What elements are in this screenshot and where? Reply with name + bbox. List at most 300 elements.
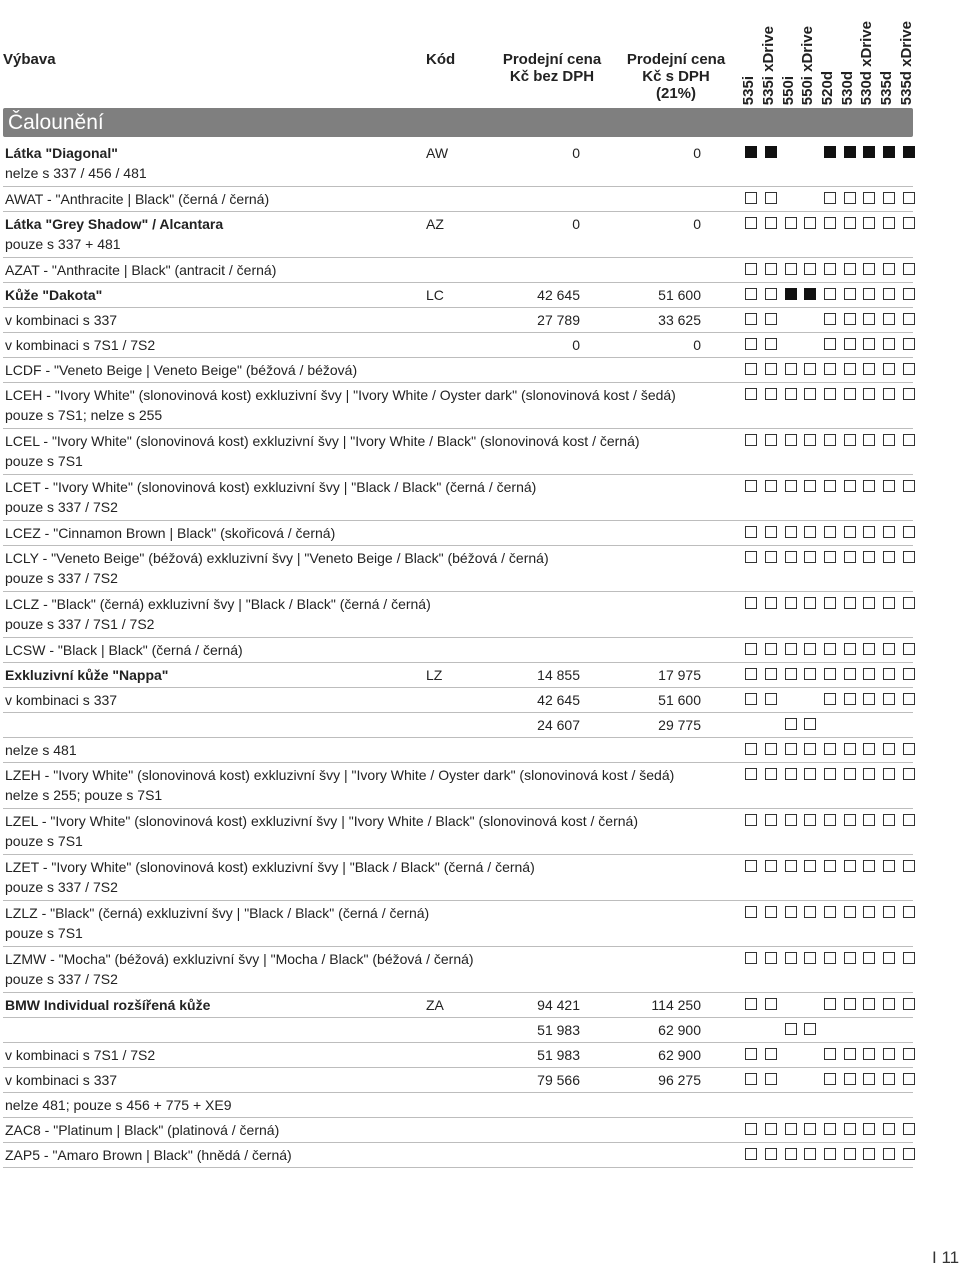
optional-equipment-icon xyxy=(883,192,895,204)
optional-equipment-icon xyxy=(903,288,915,300)
row-line xyxy=(3,475,913,499)
row-price-net: 51 983 xyxy=(537,1047,580,1063)
optional-equipment-icon xyxy=(903,434,915,446)
row-line xyxy=(3,1043,913,1067)
table-row xyxy=(3,1018,913,1043)
optional-equipment-icon xyxy=(765,814,777,826)
optional-equipment-icon xyxy=(844,906,856,918)
optional-equipment-icon xyxy=(844,338,856,350)
row-label: LZEL - "Ivory White" (slonovinová kost) exkluzivní švy | "Ivory White / Black" (slonovinová kost / černá) xyxy=(5,813,638,829)
optional-equipment-icon xyxy=(903,906,915,918)
standard-equipment-icon xyxy=(824,146,836,158)
row-price-gross: 0 xyxy=(693,216,701,232)
optional-equipment-icon xyxy=(785,217,797,229)
optional-equipment-icon xyxy=(824,952,836,964)
page-number: I 11 xyxy=(932,1248,960,1267)
row-line xyxy=(3,663,913,687)
row-label: LCLZ - "Black" (černá) exkluzivní švy | "Black / Black" (černá / černá) xyxy=(5,596,431,612)
optional-equipment-icon xyxy=(883,952,895,964)
optional-equipment-icon xyxy=(863,217,875,229)
optional-equipment-icon xyxy=(863,1048,875,1060)
optional-equipment-icon xyxy=(785,643,797,655)
table-row xyxy=(3,358,913,383)
optional-equipment-icon xyxy=(824,192,836,204)
row-price-net: 27 789 xyxy=(537,312,580,328)
table-row xyxy=(3,283,913,308)
table-row xyxy=(3,258,913,283)
table-row xyxy=(3,901,913,947)
optional-equipment-icon xyxy=(883,313,895,325)
optional-equipment-icon xyxy=(765,643,777,655)
optional-equipment-icon xyxy=(883,597,895,609)
optional-equipment-icon xyxy=(765,1123,777,1135)
optional-equipment-icon xyxy=(765,288,777,300)
optional-equipment-icon xyxy=(824,388,836,400)
row-label: v kombinaci s 337 xyxy=(5,312,118,328)
optional-equipment-icon xyxy=(765,1148,777,1160)
row-line xyxy=(3,1118,913,1142)
optional-equipment-icon xyxy=(903,388,915,400)
optional-equipment-icon xyxy=(745,1148,757,1160)
optional-equipment-icon xyxy=(863,480,875,492)
row-line xyxy=(3,1143,913,1167)
row-label: BMW Individual rozšířená kůže xyxy=(5,997,211,1013)
optional-equipment-icon xyxy=(844,388,856,400)
optional-equipment-icon xyxy=(903,860,915,872)
optional-equipment-icon xyxy=(824,1123,836,1135)
optional-equipment-icon xyxy=(785,718,797,730)
optional-equipment-icon xyxy=(765,906,777,918)
row-label: AZAT - "Anthracite | Black" (antracit / černá) xyxy=(5,262,277,278)
table-row xyxy=(3,809,913,855)
optional-equipment-icon xyxy=(745,1048,757,1060)
row-code: AW xyxy=(426,145,449,161)
optional-equipment-icon xyxy=(883,998,895,1010)
optional-equipment-icon xyxy=(844,597,856,609)
optional-equipment-icon xyxy=(824,1073,836,1085)
optional-equipment-icon xyxy=(804,768,816,780)
optional-equipment-icon xyxy=(785,906,797,918)
optional-equipment-icon xyxy=(745,288,757,300)
model-label-535d-xdrive: 535d xDrive xyxy=(898,20,915,105)
optional-equipment-icon xyxy=(804,814,816,826)
row-price-net: 0 xyxy=(572,216,580,232)
optional-equipment-icon xyxy=(745,768,757,780)
optional-equipment-icon xyxy=(844,1073,856,1085)
optional-equipment-icon xyxy=(785,263,797,275)
table-row xyxy=(3,546,913,592)
row-line xyxy=(3,521,913,545)
optional-equipment-icon xyxy=(883,363,895,375)
row-line xyxy=(3,546,913,570)
optional-equipment-icon xyxy=(903,597,915,609)
row-label: LCDF - "Veneto Beige | Veneto Beige" (béžová / béžová) xyxy=(5,362,358,378)
optional-equipment-icon xyxy=(745,906,757,918)
standard-equipment-icon xyxy=(765,146,777,158)
optional-equipment-icon xyxy=(824,313,836,325)
optional-equipment-icon xyxy=(903,551,915,563)
optional-equipment-icon xyxy=(903,743,915,755)
optional-equipment-icon xyxy=(903,1123,915,1135)
optional-equipment-icon xyxy=(804,388,816,400)
optional-equipment-icon xyxy=(745,1073,757,1085)
optional-equipment-icon xyxy=(863,434,875,446)
optional-equipment-icon xyxy=(824,526,836,538)
optional-equipment-icon xyxy=(765,1048,777,1060)
optional-equipment-icon xyxy=(883,388,895,400)
row-price-gross: 62 900 xyxy=(658,1022,701,1038)
row-code: LZ xyxy=(426,667,443,683)
row-line xyxy=(3,638,913,662)
table-row xyxy=(3,429,913,475)
optional-equipment-icon xyxy=(765,1073,777,1085)
row-note: pouze s 337 / 7S2 xyxy=(5,499,118,515)
optional-equipment-icon xyxy=(765,480,777,492)
optional-equipment-icon xyxy=(903,768,915,780)
optional-equipment-icon xyxy=(824,998,836,1010)
optional-equipment-icon xyxy=(883,288,895,300)
optional-equipment-icon xyxy=(883,1048,895,1060)
optional-equipment-icon xyxy=(844,263,856,275)
row-price-gross: 33 625 xyxy=(658,312,701,328)
optional-equipment-icon xyxy=(844,551,856,563)
optional-equipment-icon xyxy=(883,526,895,538)
section-title: Čalounění xyxy=(8,111,104,134)
optional-equipment-icon xyxy=(844,192,856,204)
table-row xyxy=(3,1143,913,1168)
optional-equipment-icon xyxy=(903,217,915,229)
optional-equipment-icon xyxy=(844,952,856,964)
row-price-net: 79 566 xyxy=(537,1072,580,1088)
row-label: Kůže "Dakota" xyxy=(5,287,103,303)
optional-equipment-icon xyxy=(844,526,856,538)
optional-equipment-icon xyxy=(745,217,757,229)
row-label: AWAT - "Anthracite | Black" (černá / černá) xyxy=(5,191,270,207)
table-row xyxy=(3,993,913,1018)
optional-equipment-icon xyxy=(844,693,856,705)
optional-equipment-icon xyxy=(903,1048,915,1060)
optional-equipment-icon xyxy=(785,743,797,755)
optional-equipment-icon xyxy=(804,906,816,918)
row-line xyxy=(3,308,913,332)
optional-equipment-icon xyxy=(844,1048,856,1060)
row-label: Exkluzivní kůže "Nappa" xyxy=(5,667,169,683)
row-note: pouze s 7S1 xyxy=(5,925,83,941)
row-note: pouze s 7S1 xyxy=(5,453,83,469)
row-line xyxy=(3,738,913,762)
optional-equipment-icon xyxy=(863,1073,875,1085)
optional-equipment-icon xyxy=(745,860,757,872)
table-row xyxy=(3,688,913,713)
optional-equipment-icon xyxy=(785,668,797,680)
row-note-line xyxy=(3,971,913,992)
optional-equipment-icon xyxy=(844,998,856,1010)
optional-equipment-icon xyxy=(903,643,915,655)
standard-equipment-icon xyxy=(745,146,757,158)
row-note-line xyxy=(3,879,913,900)
optional-equipment-icon xyxy=(883,906,895,918)
optional-equipment-icon xyxy=(804,217,816,229)
row-note: nelze s 337 / 456 / 481 xyxy=(5,165,147,181)
row-price-gross: 51 600 xyxy=(658,287,701,303)
optional-equipment-icon xyxy=(745,814,757,826)
optional-equipment-icon xyxy=(745,998,757,1010)
optional-equipment-icon xyxy=(824,434,836,446)
model-label-530d-xdrive: 530d xDrive xyxy=(858,20,875,105)
optional-equipment-icon xyxy=(883,1073,895,1085)
table-row xyxy=(3,855,913,901)
row-price-net: 14 855 xyxy=(537,667,580,683)
row-price-net: 0 xyxy=(572,145,580,161)
row-note: pouze s 337 / 7S2 xyxy=(5,971,118,987)
table-row xyxy=(3,663,913,688)
row-line xyxy=(3,383,913,407)
table-row xyxy=(3,1118,913,1143)
row-label: LCEH - "Ivory White" (slonovinová kost) exkluzivní švy | "Ivory White / Oyster dark" (slonovinová kost / šedá) xyxy=(5,387,676,403)
row-line xyxy=(3,258,913,282)
optional-equipment-icon xyxy=(804,743,816,755)
table-row xyxy=(3,521,913,546)
row-label: LZET - "Ivory White" (slonovinová kost) exkluzivní švy | "Black / Black" (černá / černá) xyxy=(5,859,535,875)
optional-equipment-icon xyxy=(804,860,816,872)
row-line xyxy=(3,212,913,236)
row-label: v kombinaci s 337 xyxy=(5,692,118,708)
col-header-price-gross: Prodejní cena Kč s DPH (21%) xyxy=(626,51,726,102)
row-label: v kombinaci s 7S1 / 7S2 xyxy=(5,1047,156,1063)
optional-equipment-icon xyxy=(883,768,895,780)
optional-equipment-icon xyxy=(844,480,856,492)
optional-equipment-icon xyxy=(745,643,757,655)
optional-equipment-icon xyxy=(745,526,757,538)
optional-equipment-icon xyxy=(785,434,797,446)
table-row xyxy=(3,383,913,429)
row-note-line xyxy=(3,616,913,637)
optional-equipment-icon xyxy=(765,952,777,964)
optional-equipment-icon xyxy=(863,814,875,826)
optional-equipment-icon xyxy=(745,363,757,375)
row-code: LC xyxy=(426,287,444,303)
optional-equipment-icon xyxy=(844,668,856,680)
optional-equipment-icon xyxy=(765,551,777,563)
optional-equipment-icon xyxy=(903,338,915,350)
table-row xyxy=(3,738,913,763)
optional-equipment-icon xyxy=(785,768,797,780)
row-line xyxy=(3,855,913,879)
optional-equipment-icon xyxy=(745,551,757,563)
optional-equipment-icon xyxy=(765,768,777,780)
row-label: LCEL - "Ivory White" (slonovinová kost) exkluzivní švy | "Ivory White / Black" (slonovinová kost / černá) xyxy=(5,433,640,449)
row-price-net: 24 607 xyxy=(537,717,580,733)
row-line xyxy=(3,358,913,382)
standard-equipment-icon xyxy=(804,288,816,300)
optional-equipment-icon xyxy=(824,480,836,492)
table-row xyxy=(3,1068,913,1093)
row-price-gross: 0 xyxy=(693,145,701,161)
row-price-gross: 62 900 xyxy=(658,1047,701,1063)
optional-equipment-icon xyxy=(765,263,777,275)
optional-equipment-icon xyxy=(903,263,915,275)
row-note-line xyxy=(3,453,913,474)
row-line xyxy=(3,283,913,307)
optional-equipment-icon xyxy=(824,217,836,229)
col-header-code: Kód xyxy=(426,51,456,68)
col-header-equipment: Výbava xyxy=(3,51,56,68)
optional-equipment-icon xyxy=(765,217,777,229)
optional-equipment-icon xyxy=(765,526,777,538)
optional-equipment-icon xyxy=(863,263,875,275)
optional-equipment-icon xyxy=(745,263,757,275)
row-line xyxy=(3,1093,913,1117)
col-header-price-net: Prodejní cena Kč bez DPH xyxy=(502,51,602,85)
row-price-gross: 114 250 xyxy=(651,997,701,1013)
row-code: AZ xyxy=(426,216,444,232)
optional-equipment-icon xyxy=(844,814,856,826)
optional-equipment-icon xyxy=(765,743,777,755)
optional-equipment-icon xyxy=(863,643,875,655)
optional-equipment-icon xyxy=(903,480,915,492)
optional-equipment-icon xyxy=(765,693,777,705)
optional-equipment-icon xyxy=(903,998,915,1010)
row-price-gross: 29 775 xyxy=(658,717,701,733)
model-label-550i-xdrive: 550i xDrive xyxy=(799,25,816,105)
optional-equipment-icon xyxy=(883,814,895,826)
optional-equipment-icon xyxy=(824,906,836,918)
optional-equipment-icon xyxy=(785,952,797,964)
optional-equipment-icon xyxy=(785,551,797,563)
row-price-net: 42 645 xyxy=(537,692,580,708)
optional-equipment-icon xyxy=(824,668,836,680)
optional-equipment-icon xyxy=(903,363,915,375)
optional-equipment-icon xyxy=(824,597,836,609)
table-row xyxy=(3,638,913,663)
optional-equipment-icon xyxy=(745,434,757,446)
table-row xyxy=(3,212,913,258)
optional-equipment-icon xyxy=(863,693,875,705)
row-line xyxy=(3,947,913,971)
optional-equipment-icon xyxy=(863,906,875,918)
model-label-520d: 520d xyxy=(819,70,836,105)
optional-equipment-icon xyxy=(745,338,757,350)
table-row xyxy=(3,333,913,358)
optional-equipment-icon xyxy=(785,480,797,492)
optional-equipment-icon xyxy=(804,434,816,446)
optional-equipment-icon xyxy=(863,313,875,325)
row-note: pouze s 337 / 7S2 xyxy=(5,570,118,586)
row-price-net: 94 421 xyxy=(537,997,580,1013)
model-label-550i: 550i xyxy=(780,75,797,105)
row-note: pouze s 7S1; nelze s 255 xyxy=(5,407,163,423)
optional-equipment-icon xyxy=(863,743,875,755)
row-note: nelze s 255; pouze s 7S1 xyxy=(5,787,163,803)
optional-equipment-icon xyxy=(745,480,757,492)
optional-equipment-icon xyxy=(824,338,836,350)
optional-equipment-icon xyxy=(804,1123,816,1135)
row-label: LCLY - "Veneto Beige" (béžová) exkluzivní švy | "Veneto Beige / Black" (béžová / černá) xyxy=(5,550,549,566)
row-note-line xyxy=(3,499,913,520)
optional-equipment-icon xyxy=(785,1148,797,1160)
optional-equipment-icon xyxy=(883,743,895,755)
table-row xyxy=(3,475,913,521)
row-line xyxy=(3,429,913,453)
row-note-line xyxy=(3,236,913,257)
optional-equipment-icon xyxy=(765,597,777,609)
standard-equipment-icon xyxy=(863,146,875,158)
optional-equipment-icon xyxy=(804,526,816,538)
model-label-535i-xdrive: 535i xDrive xyxy=(760,25,777,105)
optional-equipment-icon xyxy=(804,1023,816,1035)
row-line xyxy=(3,592,913,616)
optional-equipment-icon xyxy=(883,480,895,492)
row-label: LCEZ - "Cinnamon Brown | Black" (skořicová / černá) xyxy=(5,525,336,541)
optional-equipment-icon xyxy=(863,363,875,375)
row-line xyxy=(3,1068,913,1092)
optional-equipment-icon xyxy=(883,263,895,275)
optional-equipment-icon xyxy=(863,597,875,609)
optional-equipment-icon xyxy=(824,693,836,705)
row-label: LZMW - "Mocha" (béžová) exkluzivní švy | "Mocha / Black" (béžová / černá) xyxy=(5,951,474,967)
row-note-line xyxy=(3,925,913,946)
optional-equipment-icon xyxy=(844,313,856,325)
optional-equipment-icon xyxy=(844,860,856,872)
row-label: nelze 481; pouze s 456 + 775 + XE9 xyxy=(5,1097,232,1113)
row-price-net: 42 645 xyxy=(537,287,580,303)
row-note-line xyxy=(3,833,913,854)
optional-equipment-icon xyxy=(863,1123,875,1135)
optional-equipment-icon xyxy=(804,643,816,655)
optional-equipment-icon xyxy=(765,363,777,375)
row-label: ZAC8 - "Platinum | Black" (platinová / černá) xyxy=(5,1122,280,1138)
optional-equipment-icon xyxy=(804,718,816,730)
row-line xyxy=(3,809,913,833)
optional-equipment-icon xyxy=(863,952,875,964)
optional-equipment-icon xyxy=(883,643,895,655)
optional-equipment-icon xyxy=(824,814,836,826)
optional-equipment-icon xyxy=(804,363,816,375)
table-row xyxy=(3,1043,913,1068)
section-header-bar xyxy=(3,108,913,137)
row-note: pouze s 337 / 7S2 xyxy=(5,879,118,895)
standard-equipment-icon xyxy=(785,288,797,300)
row-label: Látka "Grey Shadow" / Alcantara xyxy=(5,216,224,232)
row-line xyxy=(3,763,913,787)
optional-equipment-icon xyxy=(804,480,816,492)
table-row xyxy=(3,947,913,993)
optional-equipment-icon xyxy=(883,693,895,705)
table-row xyxy=(3,1093,913,1118)
optional-equipment-icon xyxy=(765,338,777,350)
optional-equipment-icon xyxy=(745,1123,757,1135)
row-code: ZA xyxy=(426,997,444,1013)
table-row xyxy=(3,141,913,187)
optional-equipment-icon xyxy=(883,434,895,446)
optional-equipment-icon xyxy=(883,668,895,680)
optional-equipment-icon xyxy=(765,192,777,204)
optional-equipment-icon xyxy=(883,1123,895,1135)
optional-equipment-icon xyxy=(785,526,797,538)
optional-equipment-icon xyxy=(745,597,757,609)
optional-equipment-icon xyxy=(785,388,797,400)
optional-equipment-icon xyxy=(844,1123,856,1135)
standard-equipment-icon xyxy=(883,146,895,158)
optional-equipment-icon xyxy=(883,551,895,563)
optional-equipment-icon xyxy=(785,597,797,609)
model-label-530d: 530d xyxy=(839,70,856,105)
optional-equipment-icon xyxy=(903,1073,915,1085)
row-line xyxy=(3,993,913,1017)
optional-equipment-icon xyxy=(804,668,816,680)
row-price-gross: 51 600 xyxy=(658,692,701,708)
optional-equipment-icon xyxy=(863,526,875,538)
